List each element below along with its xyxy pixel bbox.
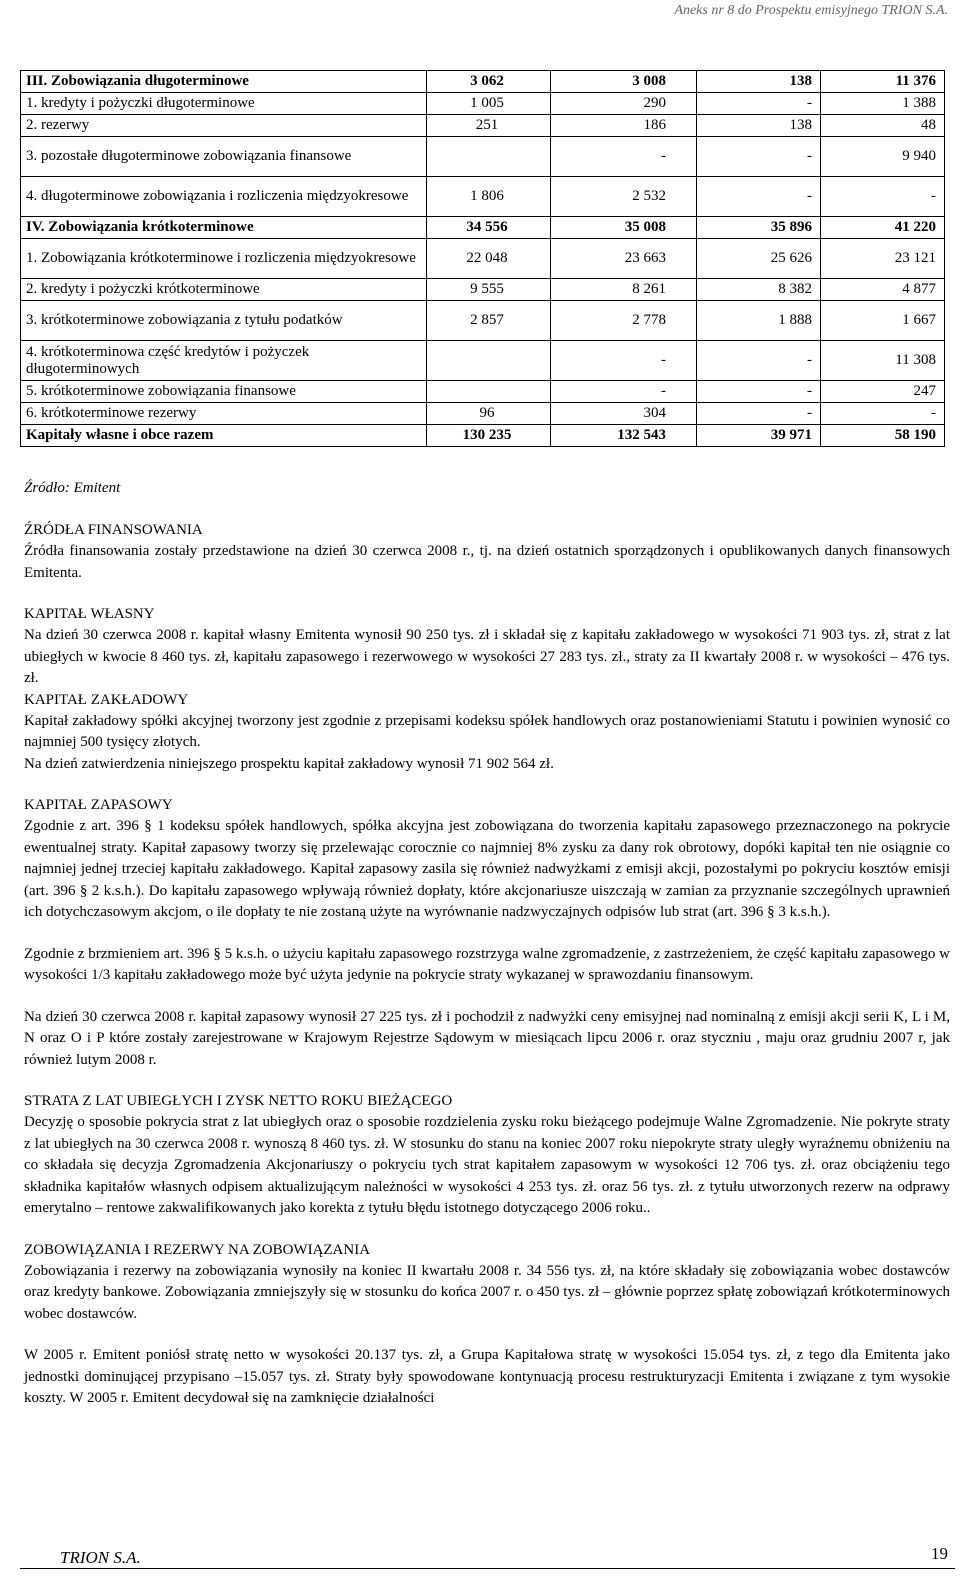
row-value: 11 308 [821, 341, 945, 381]
row-value [427, 341, 551, 381]
section-title-equity: KAPITAŁ WŁASNY [24, 606, 155, 622]
row-value: 22 048 [427, 239, 551, 279]
row-label: 2. kredyty i pożyczki krótkoterminowe [21, 279, 427, 301]
table-row [21, 71, 945, 93]
row-value: 8 382 [697, 279, 821, 301]
row-value: 186 [551, 115, 697, 137]
row-value: 8 261 [551, 279, 697, 301]
row-label: 4. długoterminowe zobowiązania i rozliczenia międzyokresowe [21, 177, 427, 217]
row-value: 132 543 [551, 425, 697, 447]
row-label: IV. Zobowiązania krótkoterminowe [21, 217, 427, 239]
row-value: - [697, 381, 821, 403]
row-label: 6. krótkoterminowe rezerwy [21, 403, 427, 425]
row-value: 35 008 [551, 217, 697, 239]
row-value: 9 555 [427, 279, 551, 301]
row-value: - [697, 93, 821, 115]
table-row [21, 381, 945, 403]
table-row [21, 403, 945, 425]
row-value: 23 121 [821, 239, 945, 279]
row-value: 2 532 [551, 177, 697, 217]
row-value: 130 235 [427, 425, 551, 447]
row-value [427, 381, 551, 403]
footer-company: TRION S.A. [60, 1548, 141, 1567]
table-source: Źródło: Emitent [24, 480, 121, 496]
row-value: 48 [821, 115, 945, 137]
row-label: 5. krótkoterminowe zobowiązania finansowe [21, 381, 427, 403]
row-value: - [697, 403, 821, 425]
row-value: - [697, 177, 821, 217]
row-value: 4 877 [821, 279, 945, 301]
table-row [21, 93, 945, 115]
section-title-share-capital: KAPITAŁ ZAKŁADOWY [24, 691, 189, 708]
footer-divider [20, 1568, 955, 1569]
row-label: 3. pozostałe długoterminowe zobowiązania finansowe [21, 137, 427, 177]
row-value [427, 137, 551, 177]
row-value: 41 220 [821, 217, 945, 239]
row-value: - [697, 137, 821, 177]
row-value: 1 667 [821, 301, 945, 341]
row-value: 3 062 [427, 71, 551, 93]
row-value: - [821, 403, 945, 425]
document-body [24, 520, 950, 1410]
row-value: 23 663 [551, 239, 697, 279]
row-value: 290 [551, 93, 697, 115]
row-value: 1 388 [821, 93, 945, 115]
row-value: 3 008 [551, 71, 697, 93]
row-label: 4. krótkoterminowa część kredytów i pożyczek długoterminowych [21, 341, 427, 381]
paragraph-reserve-capital-2: Zgodnie z brzmieniem art. 396 § 5 k.s.h. o użyciu kapitału zapasowego rozstrzyga walne zgromadzenie, z zastrzeżeniem, że część kapitału zapasowego w wysokości 1/3 kapitału zakładowego może być użyta jedynie na pokrycie straty wykazanej w sprawozdaniu finansowym. [24, 945, 950, 983]
row-value: - [551, 381, 697, 403]
paragraph-reserve-capital-3: Na dzień 30 czerwca 2008 r. kapitał zapasowy wynosił 27 225 tys. zł i pochodził z nadwyżki ceny emisyjnej nad nominalną z emisji akcji serii K, L i M, N oraz O i P które zostały zarejestrowane w Krajowym Rejestrze Sądowym w miesiącach lipcu 2006 r. oraz styczniu , maju oraz grudniu 2007 r, jak również lutym 2008 r. [24, 1008, 950, 1068]
section-title-liabilities: ZOBOWIĄZANIA I REZERWY NA ZOBOWIĄZANIA [24, 1241, 371, 1258]
document-header: Aneks nr 8 do Prospektu emisyjnego TRION S.A. [674, 3, 948, 18]
row-value: 1 888 [697, 301, 821, 341]
row-value: 138 [697, 115, 821, 137]
table-row [21, 279, 945, 301]
row-value: 11 376 [821, 71, 945, 93]
row-value: 138 [697, 71, 821, 93]
paragraph-share-capital-2: Na dzień zatwierdzenia niniejszego prospektu kapitał zakładowy wynosił 71 902 564 zł. [24, 755, 554, 772]
row-value: 251 [427, 115, 551, 137]
row-label: 1. Zobowiązania krótkoterminowe i rozliczenia międzyokresowe [21, 239, 427, 279]
table-row [21, 341, 945, 381]
table-row [21, 115, 945, 137]
paragraph-share-capital-1: Kapitał zakładowy spółki akcyjnej tworzony jest zgodnie z przepisami kodeksu spółek handlowych oraz postanowieniami Statutu i powinien wynosić co najmniej 500 tysięcy złotych. [24, 712, 950, 750]
page-number: 19 [931, 1544, 948, 1563]
paragraph-losses: Decyzję o sposobie pokrycia strat z lat ubiegłych oraz o sposobie rozdzielenia zysku roku bieżącego podejmuje Walne Zgromadzenie. Nie pokryte straty z lat ubiegłych na 30 czerwca 2008 r. wynoszą 8 460 tys. zł. W stosunku do stanu na koniec 2007 roku niepokryte straty uległy wyraźnemu obniżeniu na co składała się decyzja Zgromadzenia Akcjonariuszy o pokryciu tych strat kapitałem zapasowym w wysokości 12 706 tys. zł. oraz obciążeniu tego składnika kapitałów własnych odpisem aktualizującym należności w wysokości 4 253 tys. zł. oraz 56 tys. zł. z tytułu utworzonych rezerw na odprawy emerytalno – rentowe zakwalifikowanych jako korekta z tytułu błędu istotnego dotyczącego 2006 roku.. [24, 1114, 950, 1216]
row-value: - [697, 341, 821, 381]
section-title-reserve-capital: KAPITAŁ ZAPASOWY [24, 797, 173, 813]
section-title-losses: STRATA Z LAT UBIEGŁYCH I ZYSK NETTO ROKU BIEŻĄCEGO [24, 1093, 453, 1109]
table-row [21, 137, 945, 177]
paragraph-funding: Źródła finansowania zostały przedstawione na dzień 30 czerwca 2008 r., tj. na dzień ostatnich sporządzonych i opublikowanych danych finansowych Emitenta. [24, 543, 950, 581]
row-value: 34 556 [427, 217, 551, 239]
liabilities-table [20, 70, 945, 447]
row-label: 2. rezerwy [21, 115, 427, 137]
paragraph-2005-loss: W 2005 r. Emitent poniósł stratę netto w wysokości 20.137 tys. zł, a Grupa Kapitałowa stratę w wysokości 15.054 tys. zł, z tego dla Emitenta jako jednostki dominującej przypisano –15.057 tys. zł. Straty były spowodowane kontynuacją procesu restrukturyzacji Emitenta i związane z tym wysokie koszty. W 2005 r. Emitent decydował się na zamknięcie działalności [24, 1347, 950, 1406]
row-value: 96 [427, 403, 551, 425]
row-value: - [551, 341, 697, 381]
row-value: 1 806 [427, 177, 551, 217]
row-value: 35 896 [697, 217, 821, 239]
section-title-funding: ŹRÓDŁA FINANSOWANIA [24, 522, 203, 538]
table-row [21, 425, 945, 447]
row-value: - [551, 137, 697, 177]
row-label: 1. kredyty i pożyczki długoterminowe [21, 93, 427, 115]
row-value: 58 190 [821, 425, 945, 447]
row-value: - [821, 177, 945, 217]
paragraph-reserve-capital-1: Zgodnie z art. 396 § 1 kodeksu spółek handlowych, spółka akcyjna jest zobowiązana do tworzenia kapitału zapasowego przeznaczonego na pokrycie ewentualnej straty. Kapitał zapasowy tworzy się przelewając corocznie co najmniej 8% zysku za dany rok obrotowy, dopóki kapitał ten nie osiągnie co najmniej jednej trzeciej kapitału zakładowego. Kapitał zapasowy zasila się również nadwyżkami z emisji akcji, pozostałymi po pokryciu kosztów emisji (art. 396 § 2 k.s.h.). Do kapitału zapasowego wpływają również dopłaty, które akcjonariusze uiszczają w zamian za przyznanie szczególnych uprawnień ich dotychczasowym akcjom, o ile dopłaty te nie zostaną użyte na wyrównanie nadzwyczajnych odpisów lub strat (art. 396 § 3 k.s.h.). [24, 818, 950, 920]
row-value: 39 971 [697, 425, 821, 447]
row-value: 9 940 [821, 137, 945, 177]
row-label: 3. krótkoterminowe zobowiązania z tytułu podatków [21, 301, 427, 341]
table-row [21, 301, 945, 341]
row-value: 247 [821, 381, 945, 403]
table-row [21, 239, 945, 279]
row-value: 304 [551, 403, 697, 425]
row-value: 1 005 [427, 93, 551, 115]
paragraph-liabilities: Zobowiązania i rezerwy na zobowiązania wynosiły na koniec II kwartału 2008 r. 34 556 tys. zł, na które składały się zobowiązania wobec dostawców oraz kredyty bankowe. Zobowiązania zmniejszyły się w stosunku do końca 2007 r. o 450 tys. zł – głównie poprzez spłatę zobowiązań krótkoterminowych wobec dostawców. [24, 1262, 950, 1322]
row-value: 25 626 [697, 239, 821, 279]
row-value: 2 778 [551, 301, 697, 341]
row-label: III. Zobowiązania długoterminowe [21, 71, 427, 93]
table-row [21, 177, 945, 217]
row-label: Kapitały własne i obce razem [21, 425, 427, 447]
row-value: 2 857 [427, 301, 551, 341]
table-row [21, 217, 945, 239]
paragraph-equity: Na dzień 30 czerwca 2008 r. kapitał własny Emitenta wynosił 90 250 tys. zł i składał się z kapitału zakładowego w wysokości 71 903 tys. zł, strat z lat ubiegłych w kwocie 8 460 tys. zł, kapitału zapasowego i rezerwowego w wysokości 27 283 tys. zł., straty za II kwartały 2008 r. w wysokości – 476 tys. zł. [24, 627, 950, 686]
